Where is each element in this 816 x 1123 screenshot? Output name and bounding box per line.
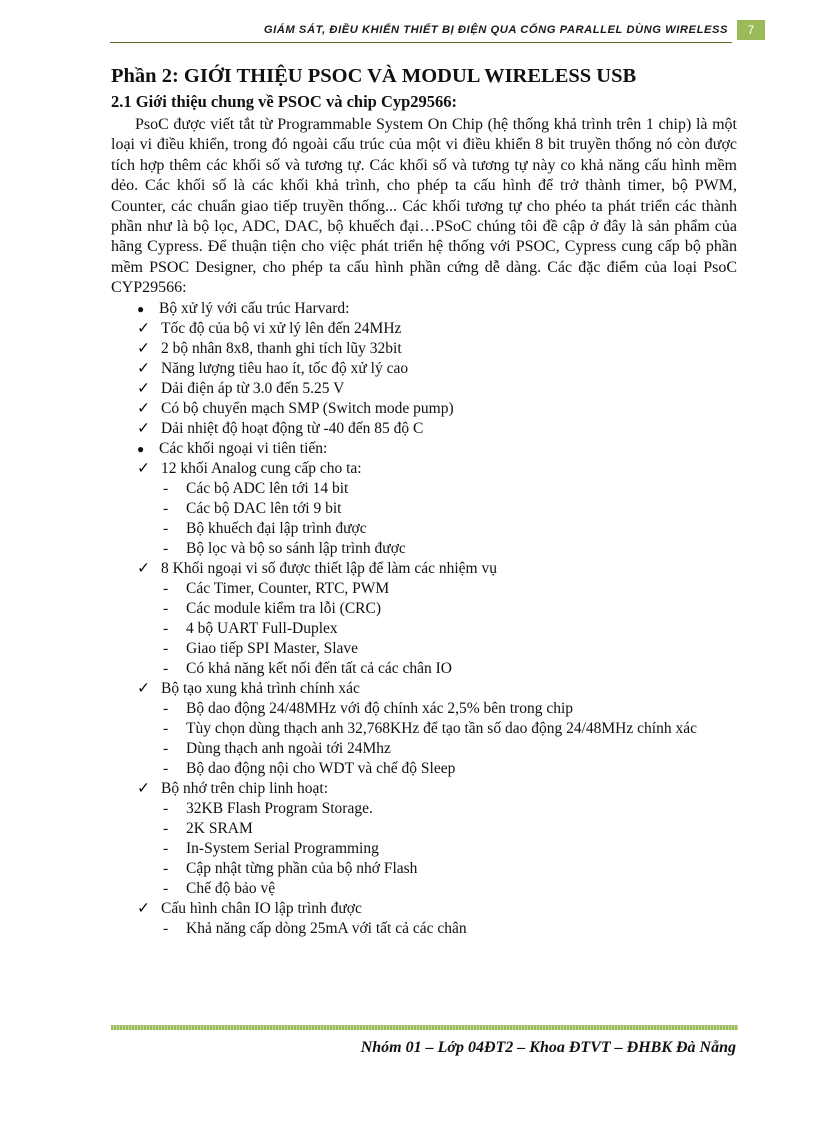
dash-icon: - (163, 639, 169, 657)
list-item (161, 699, 737, 719)
list-item-text: 12 khối Analog cung cấp cho ta: (161, 459, 362, 477)
list-item (161, 499, 737, 519)
list-item (137, 559, 737, 679)
list-item (111, 439, 737, 459)
dash-icon: - (163, 859, 169, 877)
dash-icon: - (163, 819, 169, 837)
list-item-text: Bộ dao động 24/48MHz với độ chính xác 2,5% bên trong chip (186, 699, 574, 717)
list-item (137, 419, 737, 439)
list-item-text: Dùng thạch anh ngoài tới 24Mhz (186, 739, 391, 757)
dash-icon: - (163, 619, 169, 637)
dash-icon: - (163, 659, 169, 677)
page-content (111, 62, 737, 939)
list-item (161, 599, 737, 619)
list-item (161, 579, 737, 599)
list-item (161, 739, 737, 759)
bullet-icon: ● (137, 301, 145, 316)
footer-text: Nhóm 01 – Lớp 04ĐT2 – Khoa ĐTVT – ĐHBK Đà Nẵng (360, 1039, 736, 1056)
list-item-text: Dải điện áp từ 3.0 đến 5.25 V (161, 379, 345, 397)
list-item-text: Các module kiểm tra lỗi (CRC) (186, 599, 382, 617)
list-item (137, 779, 737, 899)
dash-icon: - (163, 919, 169, 937)
list-item (137, 399, 737, 419)
list-item (137, 319, 737, 339)
list-item (111, 299, 737, 319)
dash-icon: - (163, 579, 169, 597)
list-item-text: Dải nhiệt độ hoạt động từ -40 đến 85 độ C (161, 419, 424, 437)
bullet-icon: ● (137, 441, 145, 456)
dash-icon: - (163, 879, 169, 897)
page-number: 7 (737, 20, 765, 40)
list-item-text: 32KB Flash Program Storage. (186, 799, 373, 817)
list-item (137, 359, 737, 379)
list-item (137, 339, 737, 359)
list-item-text: Các bộ ADC lên tới 14 bit (186, 479, 349, 497)
check-icon: ✓ (137, 679, 150, 697)
list-item-text: Khả năng cấp dòng 25mA với tất cả các chân (186, 919, 467, 937)
list-item-text: Có bộ chuyển mạch SMP (Switch mode pump) (161, 399, 454, 417)
check-icon: ✓ (137, 899, 150, 917)
dash-icon: - (163, 739, 169, 757)
intro-paragraph: PsoC được viết tắt từ Programmable System On Chip (hệ thống khả trình trên 1 chip) là một loại vi điều khiển, trong đó ngoài cấu trúc của một vi điều khiển 8 bit truyền thống nó còn được tích hợp thêm các khối số và tương tự. Các khối số và tương tự này co khả năng cấu hình mềm dẻo. Các khối số là các khối khả trình, cho phép ta cấu hình để trở thành timer, bộ PWM, Counter, các chuẩn giao tiếp truyền thống... Các khối tương tự cho phéo ta phát triển các thành phần như là bộ lọc, ADC, DAC, bộ khuếch đại…PSoC chúng tôi đề cập ở đây là sản phẩm của hãng Cypress. Để thuận tiện cho việc phát triển hệ thống với PSOC, Cypress cung cấp bộ phần mềm PSOC Designer, cho phép ta cấu hình phần cứng dễ dàng. Các đặc điểm của loại PsoC CYP29566: (111, 116, 737, 297)
sub-list (161, 799, 737, 899)
check-icon: ✓ (137, 339, 150, 357)
list-item (137, 899, 737, 939)
list-item-text: Năng lượng tiêu hao ít, tốc độ xử lý cao (161, 359, 409, 377)
list-item (161, 879, 737, 899)
list-item-text: In-System Serial Programming (186, 839, 379, 857)
list-item-text: Tốc độ của bộ vi xử lý lên đến 24MHz (161, 319, 402, 337)
header-divider (110, 42, 732, 43)
list-item-text: Các Timer, Counter, RTC, PWM (186, 579, 390, 597)
sub-list (161, 479, 737, 559)
list-item-text: Bộ xử lý với cấu trúc Harvard: (159, 299, 350, 317)
subsection-title: 2.1 Giới thiệu chung về PSOC và chip Cyp29566: (111, 92, 458, 111)
list-item-text: Bộ tạo xung khả trình chính xác (161, 679, 360, 697)
list-item-text: Cấu hình chân IO lập trình được (161, 899, 362, 917)
list-item (161, 619, 737, 639)
dash-icon: - (163, 799, 169, 817)
page-header (110, 20, 765, 44)
dash-icon: - (163, 699, 169, 717)
feature-list (111, 299, 737, 939)
dash-icon: - (163, 539, 169, 557)
list-item (161, 919, 737, 939)
list-item-text: Các bộ DAC lên tới 9 bit (186, 499, 342, 517)
header-title: GIÁM SÁT, ĐIỀU KHIỂN THIẾT BỊ ĐIỆN QUA CỔNG PARALLEL DÙNG WIRELESS (263, 24, 728, 36)
list-item (161, 519, 737, 539)
list-item-text: Chế độ bảo vệ (186, 879, 276, 897)
list-item (137, 379, 737, 399)
list-item-text: Các khối ngoại vi tiên tiến: (159, 439, 328, 457)
list-item-text: Bộ lọc và bộ so sánh lập trình được (186, 539, 406, 557)
footer-divider (111, 1025, 738, 1030)
list-item (161, 659, 737, 679)
list-item (161, 839, 737, 859)
dash-icon: - (163, 479, 169, 497)
section-title: Phần 2: GIỚI THIỆU PSOC VÀ MODUL WIRELESS USB (111, 65, 637, 87)
list-item-text: Cập nhật từng phần của bộ nhớ Flash (186, 859, 418, 877)
list-item (161, 799, 737, 819)
dash-icon: - (163, 839, 169, 857)
list-item (161, 639, 737, 659)
check-icon: ✓ (137, 399, 150, 417)
list-item (161, 819, 737, 839)
check-icon: ✓ (137, 419, 150, 437)
list-item-text: 2K SRAM (186, 819, 253, 837)
list-item-text: Bộ dao động nội cho WDT và chế độ Sleep (186, 759, 456, 777)
list-item-text: 8 Khối ngoại vi số được thiết lập để làm các nhiệm vụ (161, 559, 497, 577)
list-item-text: 2 bộ nhân 8x8, thanh ghi tích lũy 32bit (161, 339, 402, 357)
dash-icon: - (163, 719, 169, 737)
list-item (161, 539, 737, 559)
dash-icon: - (163, 499, 169, 517)
sub-list (161, 919, 737, 939)
list-item-text: 4 bộ UART Full-Duplex (186, 619, 338, 637)
list-item (161, 759, 737, 779)
sub-list (161, 579, 737, 679)
list-item-text: Bộ khuếch đại lập trình được (186, 519, 367, 537)
dash-icon: - (163, 759, 169, 777)
list-item-text: Tùy chọn dùng thạch anh 32,768KHz để tạo tần số dao động 24/48MHz chính xác (186, 719, 697, 737)
dash-icon: - (163, 519, 169, 537)
list-item (137, 459, 737, 559)
check-icon: ✓ (137, 379, 150, 397)
list-item-text: Giao tiếp SPI Master, Slave (186, 639, 359, 657)
list-item-text: Bộ nhớ trên chip linh hoạt: (161, 779, 329, 797)
check-icon: ✓ (137, 779, 150, 797)
list-item (161, 479, 737, 499)
list-item (161, 859, 737, 879)
check-icon: ✓ (137, 359, 150, 377)
list-item (137, 679, 737, 779)
check-icon: ✓ (137, 459, 150, 477)
sub-list (161, 699, 737, 779)
check-icon: ✓ (137, 319, 150, 337)
dash-icon: - (163, 599, 169, 617)
check-icon: ✓ (137, 559, 150, 577)
list-item (161, 719, 737, 739)
list-item-text: Có khả năng kết nối đến tất cả các chân IO (186, 659, 452, 677)
